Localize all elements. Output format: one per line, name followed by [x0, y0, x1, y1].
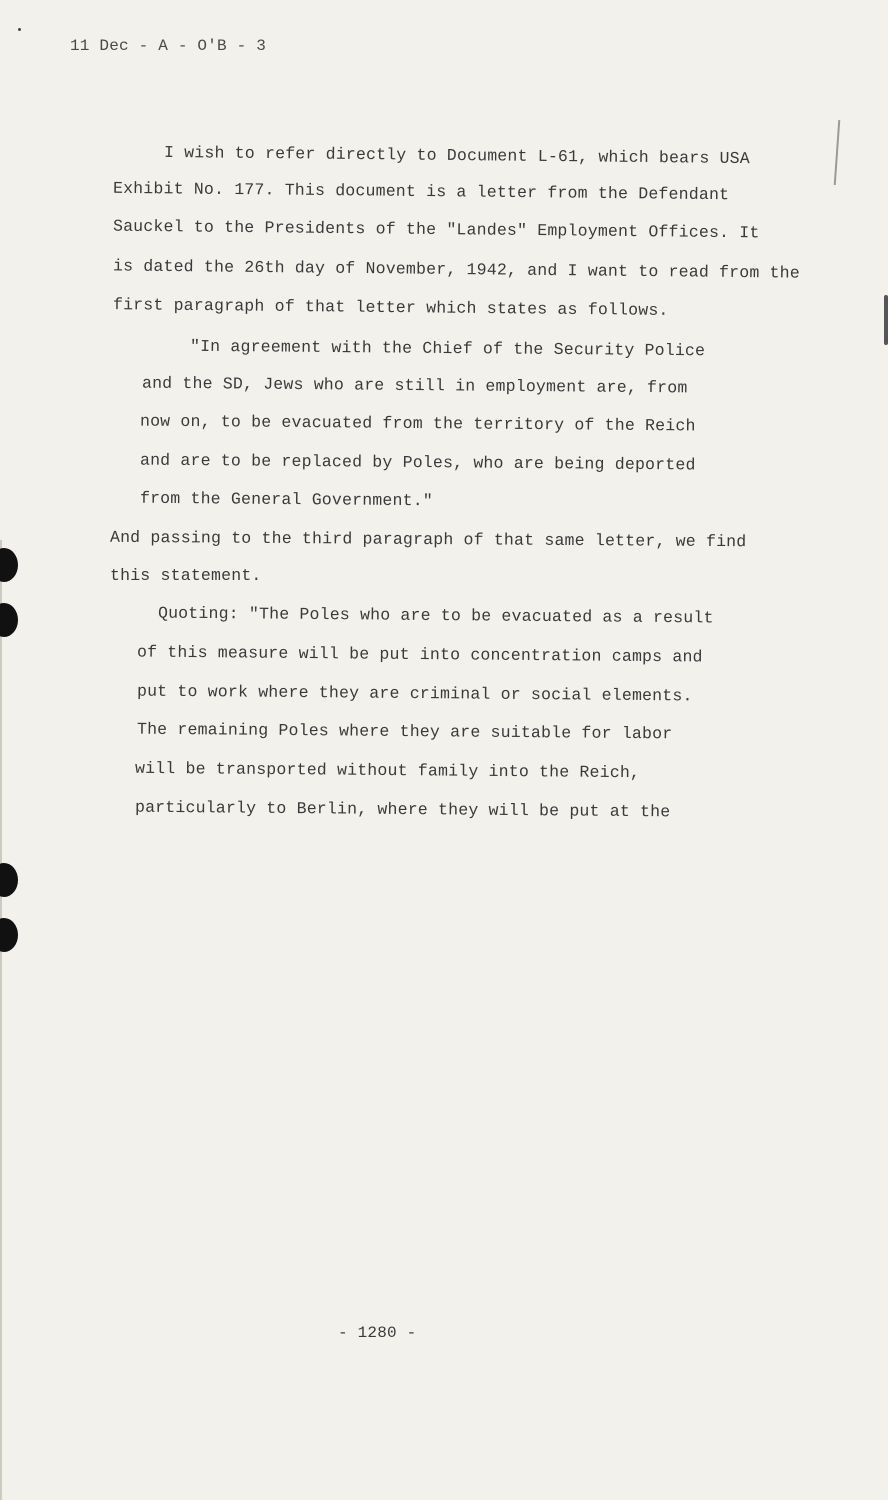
quote-line: now on, to be evacuated from the territory of the Reich — [139, 411, 696, 436]
quote-line: Quoting: "The Poles who are to be evacuated as a result — [157, 603, 714, 628]
text-line: I wish to refer directly to Document L-61, which bears USA — [163, 142, 750, 169]
quote-line: and are to be replaced by Poles, who are being deported — [139, 450, 696, 475]
quote-line: of this measure will be put into concentration camps and — [136, 642, 703, 667]
quote-line: The remaining Poles where they are suitable for labor — [136, 719, 673, 744]
punch-hole — [0, 603, 18, 637]
page-edge — [0, 540, 2, 1500]
punch-hole — [0, 918, 18, 952]
punch-hole — [0, 548, 18, 582]
text-line: Sauckel to the Presidents of the "Landes" Employment Offices. It — [112, 216, 760, 243]
pencil-mark — [834, 120, 841, 185]
text-line: first paragraph of that letter which states as follows. — [112, 295, 669, 320]
text-line: is dated the 26th day of November, 1942, and I want to read from the — [112, 256, 801, 283]
page-number: - 1280 - — [338, 1324, 417, 1342]
punch-hole — [0, 863, 18, 897]
ink-dot — [18, 28, 21, 31]
page-reference: 11 Dec - A - O'B - 3 — [70, 37, 267, 55]
edge-mark — [884, 295, 888, 345]
text-line: Exhibit No. 177. This document is a letter from the Defendant — [112, 178, 730, 205]
quote-line: will be transported without family into the Reich, — [134, 758, 641, 783]
quote-line: particularly to Berlin, where they will be put at the — [134, 797, 671, 822]
quote-line: put to work where they are criminal or social elements. — [136, 681, 693, 706]
quote-line: "In agreement with the Chief of the Security Police — [189, 336, 706, 361]
text-line: this statement. — [110, 566, 262, 585]
quote-line: and the SD, Jews who are still in employment are, from — [141, 373, 688, 398]
text-line: And passing to the third paragraph of that same letter, we find — [109, 527, 747, 552]
quote-line: from the General Government." — [139, 488, 434, 511]
